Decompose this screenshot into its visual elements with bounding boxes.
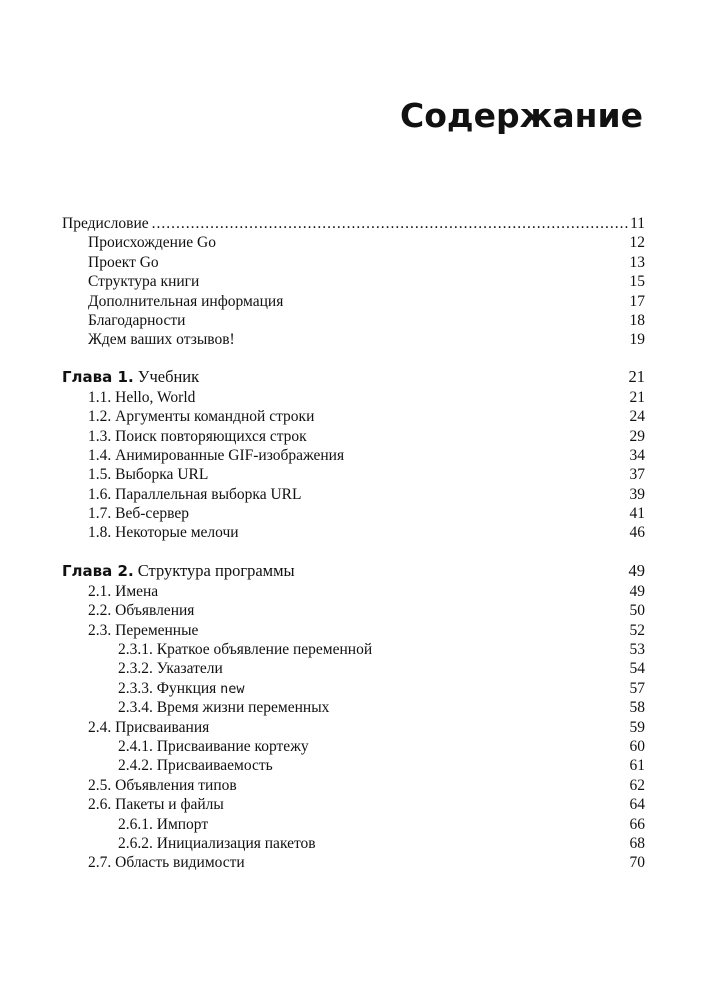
toc-entry-label: 1.1. Hello, World (88, 388, 196, 406)
toc-entry-label: Структура книги (88, 273, 200, 291)
toc-entry-label: 1.3. Поиск повторяющихся строк (88, 427, 307, 445)
toc-entry-label: 1.6. Параллельная выборка URL (88, 485, 302, 503)
toc-entry-label: Дополнительная информация (88, 292, 284, 310)
toc-entry-label: Ждем ваших отзывов! (88, 331, 235, 349)
chapter-prefix: Глава 2. (62, 561, 134, 580)
toc-entry[interactable] (62, 523, 645, 542)
toc-subentry[interactable] (62, 698, 645, 717)
toc-entry-label: 2.5. Объявления типов (88, 776, 237, 794)
toc-page-number: 53 (629, 641, 645, 659)
toc-entry[interactable] (62, 272, 645, 291)
toc-entry[interactable] (62, 485, 645, 504)
toc-page-number: 46 (629, 524, 645, 542)
toc-page-number: 60 (629, 737, 645, 755)
toc-entry[interactable] (62, 407, 645, 426)
toc-entry-label: Проект Go (88, 253, 159, 271)
toc-entry-label: 2.3. Переменные (88, 621, 199, 639)
toc-entry[interactable] (62, 330, 645, 349)
toc-entry-label: Предисловие (62, 215, 149, 232)
toc-subentry[interactable] (62, 815, 645, 834)
toc-entry-label: 2.3.4. Время жизни переменных (118, 699, 330, 717)
toc-subentry[interactable] (62, 659, 645, 678)
toc-page-number: 39 (629, 485, 645, 503)
toc-page-number: 64 (629, 796, 645, 814)
toc-entry-label: 2.4.2. Присваиваемость (118, 757, 273, 775)
toc-page-number: 49 (629, 582, 645, 600)
toc-entry[interactable] (62, 253, 645, 272)
table-of-contents (62, 214, 645, 873)
toc-page-number: 15 (629, 273, 645, 291)
toc-entry-label: 2.6.1. Импорт (118, 815, 209, 833)
toc-entry-label: 2.6.2. Инициализация пакетов (118, 834, 316, 852)
toc-entry-label: 1.4. Анимированные GIF-изображения (88, 446, 345, 464)
toc-entry[interactable] (62, 292, 645, 311)
toc-entry-label: Благодарности (88, 311, 186, 329)
toc-page-number: 41 (629, 505, 645, 523)
toc-entry-label: 2.2. Объявления (88, 602, 195, 620)
toc-entry[interactable] (62, 582, 645, 601)
toc-entry-label: 2.4.1. Присваивание кортежу (118, 737, 309, 755)
toc-page-number: 13 (629, 253, 645, 271)
toc-entry[interactable] (62, 795, 645, 814)
toc-entry[interactable] (62, 446, 645, 465)
toc-entry-label: 2.3.1. Краткое объявление переменной (118, 641, 373, 659)
toc-page-number: 57 (629, 679, 645, 697)
toc-entry-label: 2.4. Присваивания (88, 718, 210, 736)
toc-page-number: 37 (629, 466, 645, 484)
toc-page-number: 17 (629, 292, 645, 310)
toc-page-number: 24 (629, 408, 645, 426)
toc-page-number: 58 (629, 699, 645, 717)
toc-page-number: 66 (629, 815, 645, 833)
toc-entry-label: 1.2. Аргументы командной строки (88, 408, 315, 426)
toc-chapter-2[interactable] (62, 560, 645, 582)
toc-entry[interactable] (62, 504, 645, 523)
toc-entry[interactable] (62, 776, 645, 795)
toc-page-number: 21 (628, 366, 645, 386)
toc-page-number: 61 (629, 757, 645, 775)
toc-entry-label: 1.5. Выборка URL (88, 466, 209, 484)
toc-subentry[interactable] (62, 756, 645, 775)
toc-page-number: 54 (629, 660, 645, 678)
toc-page-number: 19 (629, 331, 645, 349)
chapter-prefix: Глава 1. (62, 367, 134, 386)
toc-page-number: 34 (629, 446, 645, 464)
toc-entry[interactable] (62, 233, 645, 252)
toc-chapter-1[interactable] (62, 366, 645, 388)
toc-page-number: 50 (629, 602, 645, 620)
dot-leader (149, 214, 630, 233)
toc-page-number: 52 (629, 621, 645, 639)
toc-page-number: 21 (629, 388, 645, 406)
toc-page-number: 70 (629, 854, 645, 872)
toc-entry[interactable] (62, 427, 645, 446)
page-title: Содержание (400, 96, 643, 135)
toc-page-number: 49 (628, 560, 645, 580)
code-keyword: new (220, 680, 245, 697)
toc-entry-label: 2.1. Имена (88, 582, 159, 600)
toc-subentry[interactable] (62, 640, 645, 659)
toc-subentry[interactable] (62, 737, 645, 756)
toc-entry[interactable] (62, 621, 645, 640)
toc-entry[interactable] (62, 601, 645, 620)
toc-entry-label: 2.3.2. Указатели (118, 660, 223, 678)
toc-entry[interactable] (62, 718, 645, 737)
toc-subentry[interactable] (62, 679, 645, 698)
toc-entry[interactable] (62, 311, 645, 330)
toc-entry-preface[interactable] (62, 214, 645, 233)
toc-entry-label: 1.8. Некоторые мелочи (88, 524, 239, 542)
toc-entry[interactable] (62, 388, 645, 407)
toc-subentry[interactable] (62, 834, 645, 853)
toc-page-number: 11 (630, 215, 645, 232)
toc-page-number: 59 (629, 718, 645, 736)
toc-entry[interactable] (62, 853, 645, 872)
chapter-title: Учебник (137, 366, 200, 386)
toc-entry-label: 2.7. Область видимости (88, 854, 245, 872)
toc-page-number: 18 (629, 311, 645, 329)
toc-entry-label: 2.6. Пакеты и файлы (88, 796, 224, 814)
toc-entry-label: 2.3.3. Функция (118, 679, 217, 697)
toc-page-number: 12 (629, 234, 645, 252)
toc-entry-label: 1.7. Веб-сервер (88, 505, 189, 523)
chapter-title: Структура программы (137, 560, 295, 580)
toc-page-number: 62 (629, 776, 645, 794)
toc-entry[interactable] (62, 465, 645, 484)
toc-entry-label: Происхождение Go (88, 234, 216, 252)
toc-page-number: 68 (629, 834, 645, 852)
toc-page-number: 29 (629, 427, 645, 445)
